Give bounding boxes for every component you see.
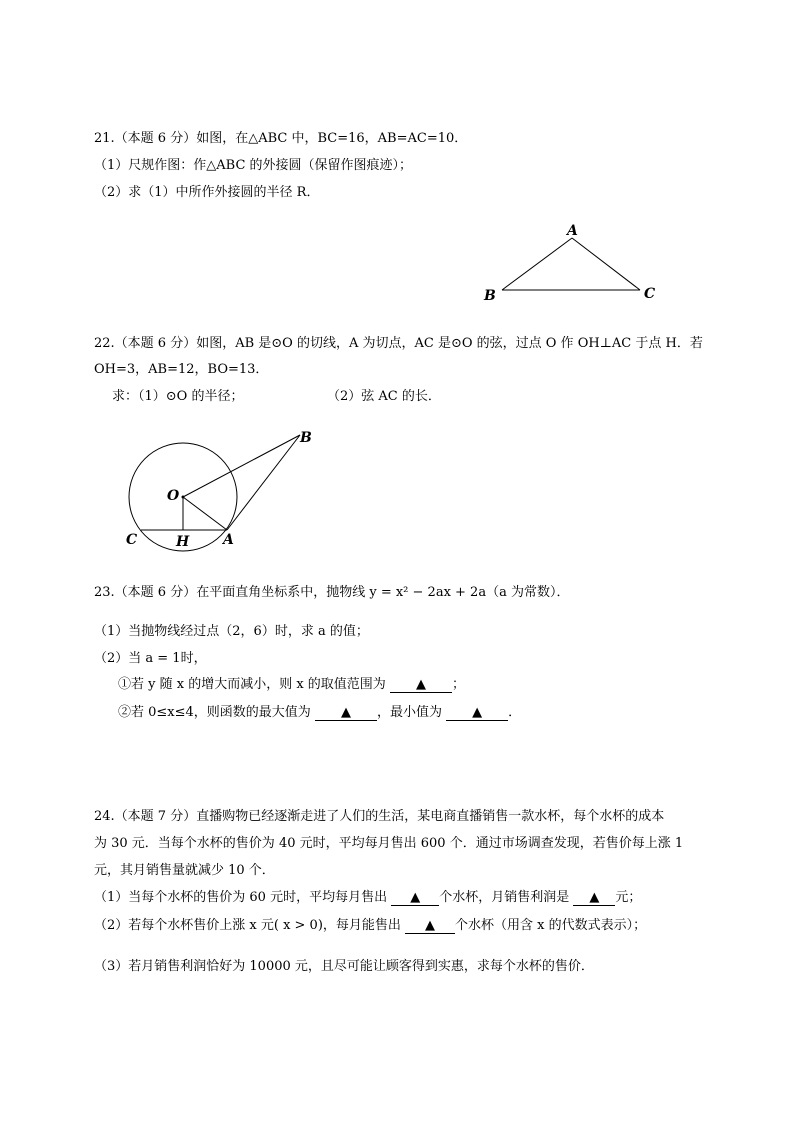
q24-part2-end: 个水杯（用含 x 的代数式表示）；	[455, 918, 647, 933]
q21-label-A: A	[567, 223, 578, 239]
q24-stem-line2: 为 30 元．当每个水杯的售价为 40 元时，平均每月售出 600 个．通过市场调查发现，若售价每上涨 1	[94, 836, 684, 851]
q24-stem-line3: 元，其月销售量就减少 10 个．	[94, 863, 275, 878]
q22-label-C: C	[126, 532, 138, 548]
q23-subpart1-end: ；	[451, 677, 465, 692]
q24-part3: （3）若月销售利润恰好为 10000 元，且尽可能让顾客得到实惠，求每个水杯的售价．	[94, 959, 594, 974]
answer-blank[interactable]: ▲	[405, 919, 455, 934]
q23-subpart2	[118, 704, 521, 722]
q24-part1-mid: 个水杯，月销售利润是	[439, 890, 570, 905]
answer-blank[interactable]: ▲	[446, 706, 508, 721]
q22-ask1: 求：（1）⊙O 的半径；	[112, 389, 244, 404]
q22-label-H: H	[176, 534, 190, 550]
answer-blank[interactable]: ▲	[573, 891, 615, 906]
q24-part2-text: （2）若每个水杯售价上涨 x 元( x > 0)，每月能售出	[94, 918, 401, 933]
q22-circle-figure	[110, 420, 330, 555]
q23-part2: （2）当 a = 1时，	[94, 651, 207, 666]
q21-part1: （1）尺规作图：作△ABC 的外接圆（保留作图痕迹）；	[94, 158, 413, 173]
q23-part1: （1）当抛物线经过点（2，6）时，求 a 的值；	[94, 624, 369, 639]
q24-part1-text: （1）当每个水杯的售价为 60 元时，平均每月售出	[94, 890, 388, 905]
q23-stem: 23.（本题 6 分）在平面直角坐标系中，抛物线 y = x² − 2ax + 2a（a 为常数）．	[94, 585, 570, 600]
q21-stem: 21.（本题 6 分）如图，在△ABC 中，BC=16，AB=AC=10．	[94, 131, 468, 146]
q23-subpart2-mid: ，最小值为	[376, 705, 442, 720]
q22-stem-line2: OH=3，AB=12，BO=13．	[94, 362, 269, 377]
q23-subpart2-text: ②若 0≤x≤4，则函数的最大值为	[118, 705, 311, 720]
q22-label-O: O	[167, 488, 180, 504]
q22-stem-line1: 22.（本题 6 分）如图，AB 是⊙O 的切线，A 为切点，AC 是⊙O 的弦，过点 O 作 OH⊥AC 于点 H．若	[94, 336, 703, 351]
q23-subpart1-text: ①若 y 随 x 的增大而减小，则 x 的取值范围为	[118, 677, 386, 692]
q21-label-B: B	[484, 288, 496, 304]
q21-part2: （2）求（1）中所作外接圆的半径 R．	[94, 185, 320, 200]
q21-label-C: C	[644, 286, 656, 302]
q24-stem-line1: 24.（本题 7 分）直播购物已经逐渐走进了人们的生活，某电商直播销售一款水杯，每个水杯的成本	[94, 809, 665, 824]
q23-subpart2-end: ．	[508, 705, 522, 720]
answer-blank[interactable]: ▲	[390, 678, 452, 693]
q22-label-A: A	[223, 532, 234, 548]
q21-triangle-figure	[470, 218, 670, 308]
answer-blank[interactable]: ▲	[315, 706, 377, 721]
q23-subpart1	[118, 676, 465, 694]
q24-part1-end: 元；	[615, 890, 642, 905]
q24-part1	[94, 889, 641, 907]
q24-part2	[94, 917, 646, 935]
answer-blank[interactable]: ▲	[391, 891, 439, 906]
q22-label-B: B	[300, 430, 312, 446]
q22-ask2: （2）弦 AC 的长．	[327, 389, 441, 404]
